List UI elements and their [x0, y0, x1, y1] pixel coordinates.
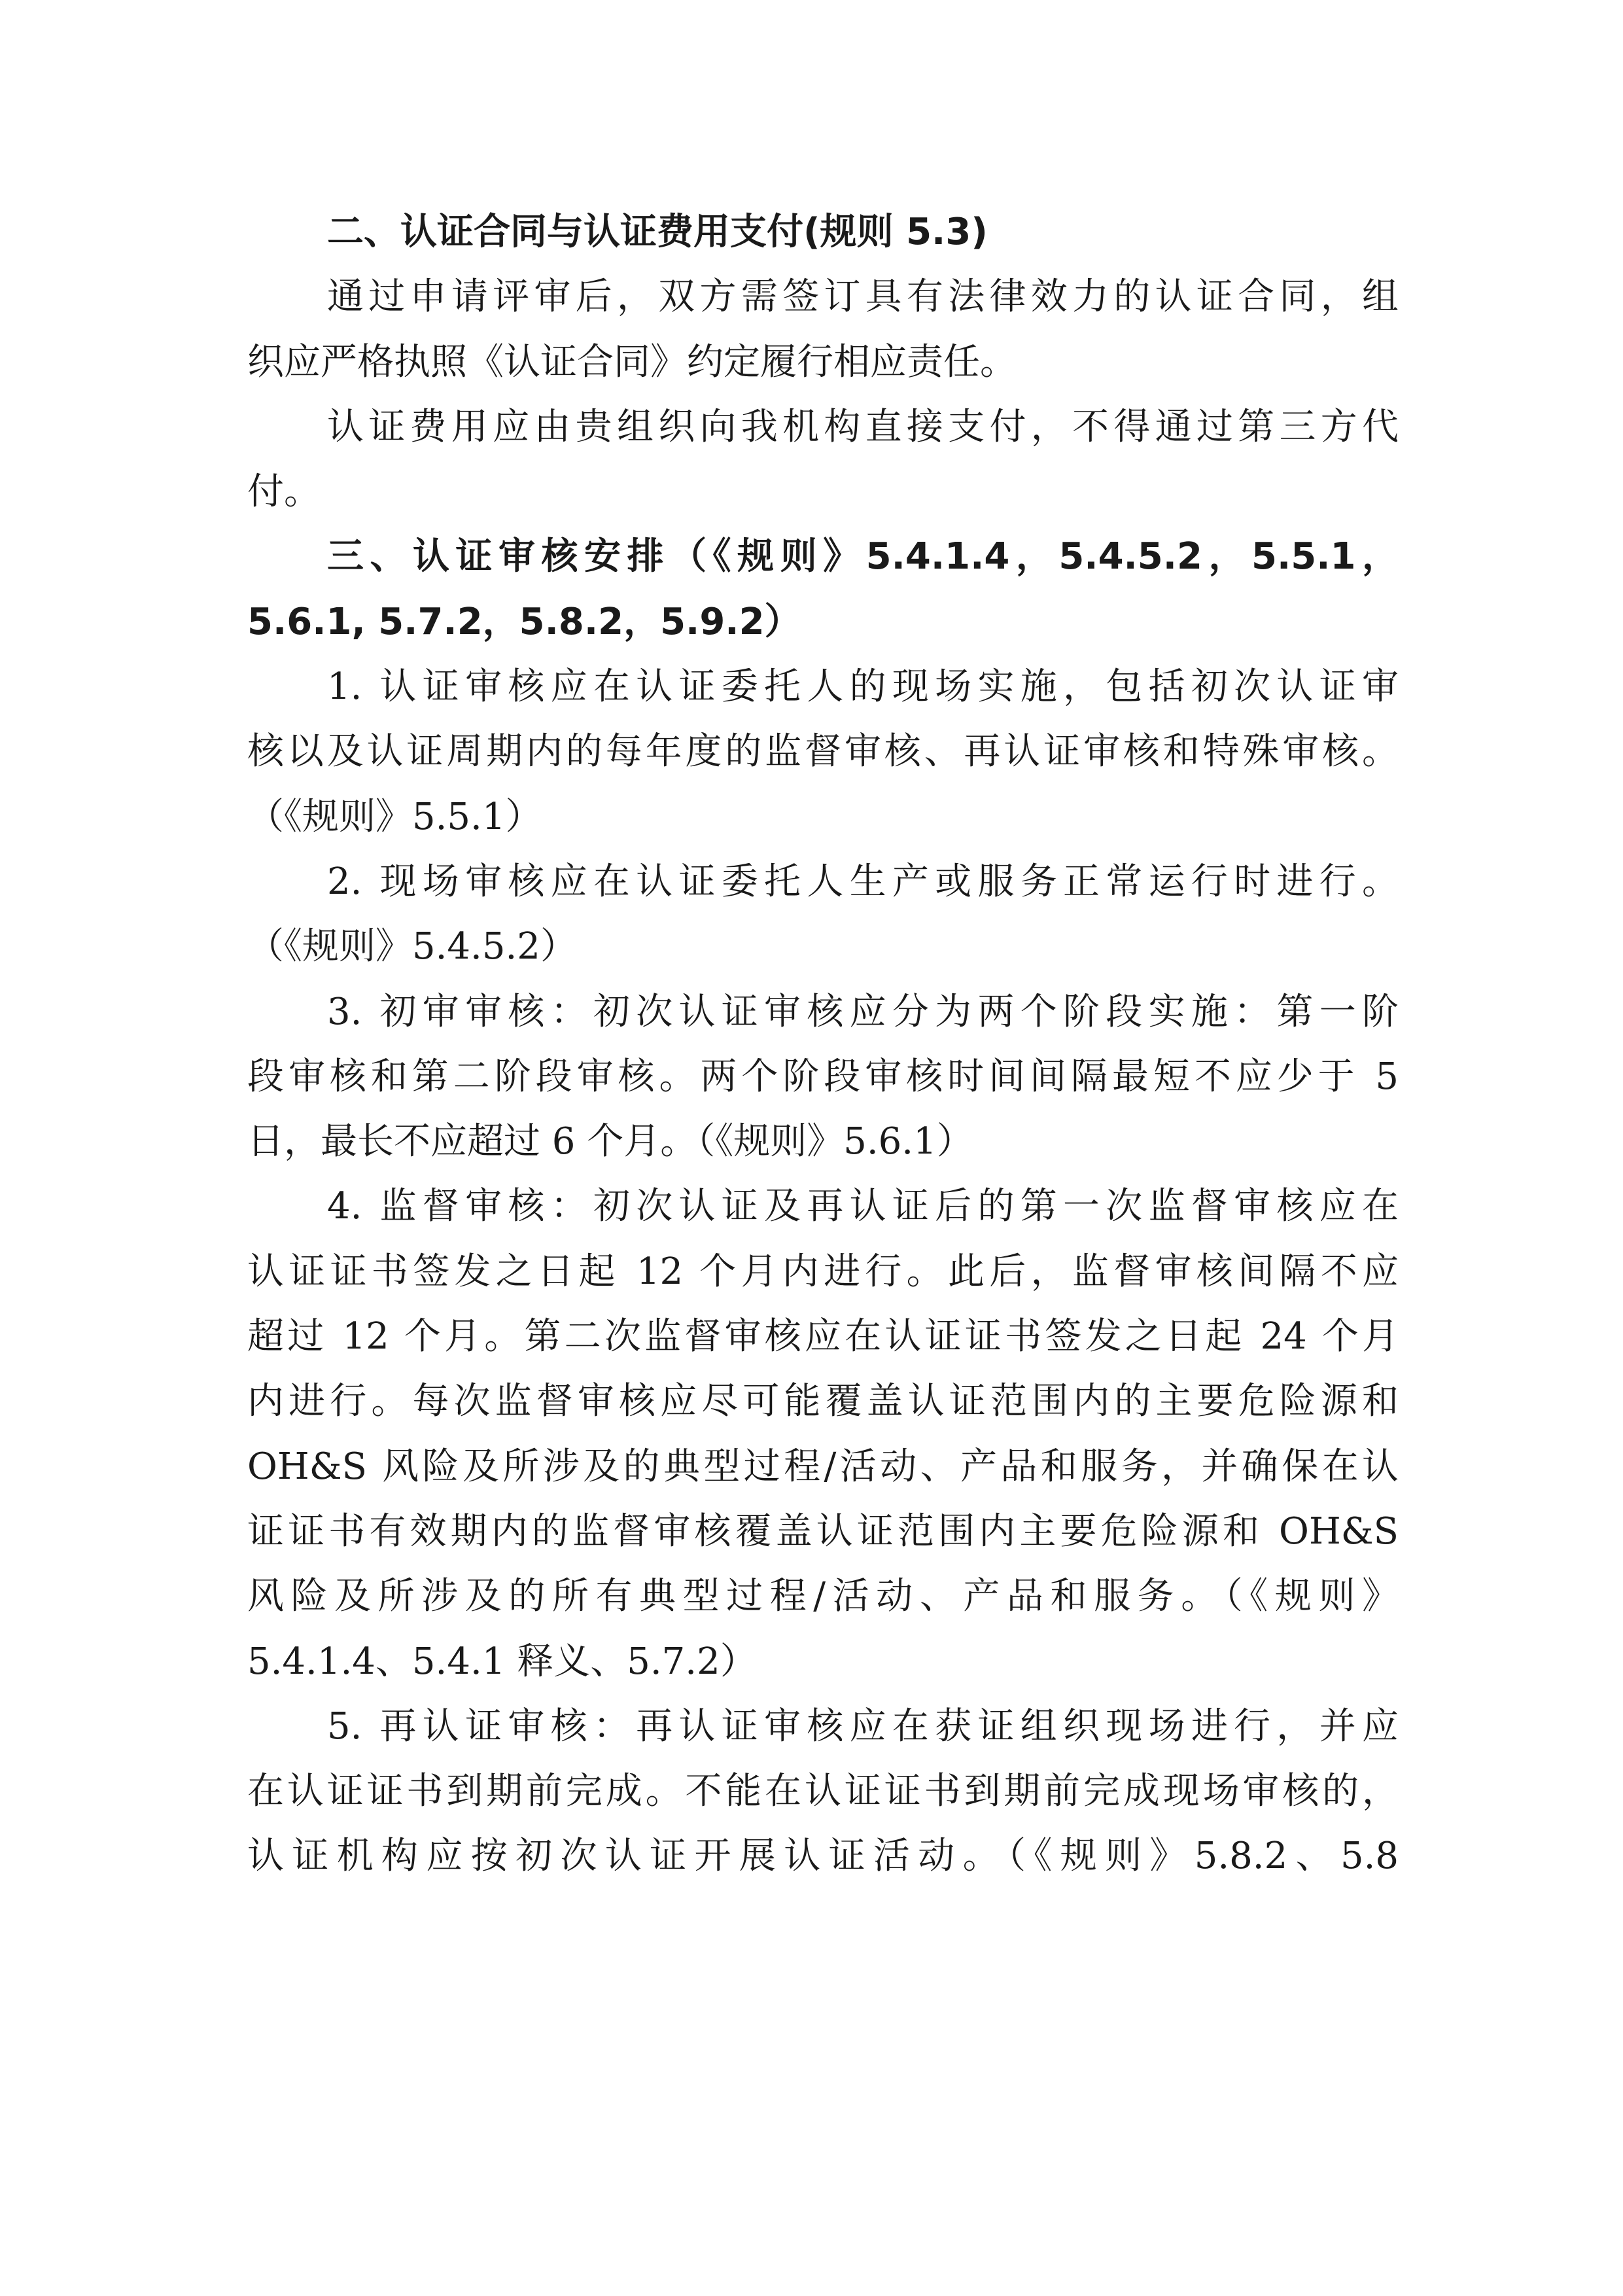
paragraph-line: 段审核和第二阶段审核。两个阶段审核时间间隔最短不应少于 5: [247, 1055, 1399, 1098]
paragraph-line: 付。: [247, 470, 321, 514]
paragraph-line: 风险及所涉及的所有典型过程/活动、产品和服务。（《规则》: [247, 1575, 1399, 1618]
paragraph-line: （《规则》5.5.1）: [247, 795, 542, 838]
paragraph-line: 在认证证书到期前完成。不能在认证证书到期前完成现场审核的，: [247, 1770, 1399, 1813]
paragraph-line: 通过申请评审后，双方需签订具有法律效力的认证合同，组: [327, 275, 1399, 319]
list-item-1: 1. 认证审核应在认证委托人的现场实施，包括初次认证审: [327, 665, 1399, 709]
paragraph-line: 证证书有效期内的监督审核覆盖认证范围内主要危险源和 OH&S: [247, 1510, 1399, 1553]
paragraph-line: （《规则》5.4.5.2）: [247, 925, 577, 968]
paragraph-line: 认证机构应按初次认证开展认证活动。（《规则》5.8.2、5.8: [247, 1835, 1399, 1878]
list-item-2: 2. 现场审核应在认证委托人生产或服务正常运行时进行。: [327, 860, 1399, 903]
paragraph-line: 认证费用应由贵组织向我机构直接支付，不得通过第三方代: [327, 405, 1399, 448]
paragraph-line: OH&S 风险及所涉及的典型过程/活动、产品和服务，并确保在认: [247, 1445, 1399, 1488]
section-heading-contract: 二、认证合同与认证费用支付(规则 5.3): [327, 211, 988, 253]
paragraph-line: 日，最长不应超过 6 个月。（《规则》5.6.1）: [247, 1120, 973, 1163]
paragraph-line: 超过 12 个月。第二次监督审核应在认证证书签发之日起 24 个月: [247, 1315, 1399, 1358]
section-heading-audit-arrangement-cont: 5.6.1, 5.7.2，5.8.2，5.9.2）: [247, 600, 801, 643]
paragraph-line: 核以及认证周期内的每年度的监督审核、再认证审核和特殊审核。: [247, 730, 1399, 773]
list-item-4: 4. 监督审核：初次认证及再认证后的第一次监督审核应在: [327, 1185, 1399, 1228]
paragraph-line: 内进行。每次监督审核应尽可能覆盖认证范围内的主要危险源和: [247, 1380, 1399, 1423]
paragraph-line: 织应严格执照《认证合同》约定履行相应责任。: [247, 340, 1017, 383]
paragraph-line: 认证证书签发之日起 12 个月内进行。此后，监督审核间隔不应: [247, 1250, 1399, 1293]
document-page: [247, 200, 1399, 1889]
list-item-5: 5. 再认证审核：再认证审核应在获证组织现场进行，并应: [327, 1704, 1399, 1748]
section-heading-audit-arrangement: 三、认证审核安排（《规则》5.4.1.4，5.4.5.2，5.5.1，: [327, 535, 1399, 578]
list-item-3: 3. 初审审核：初次认证审核应分为两个阶段实施：第一阶: [327, 990, 1399, 1033]
paragraph-line: 5.4.1.4、5.4.1 释义、5.7.2）: [247, 1640, 757, 1683]
